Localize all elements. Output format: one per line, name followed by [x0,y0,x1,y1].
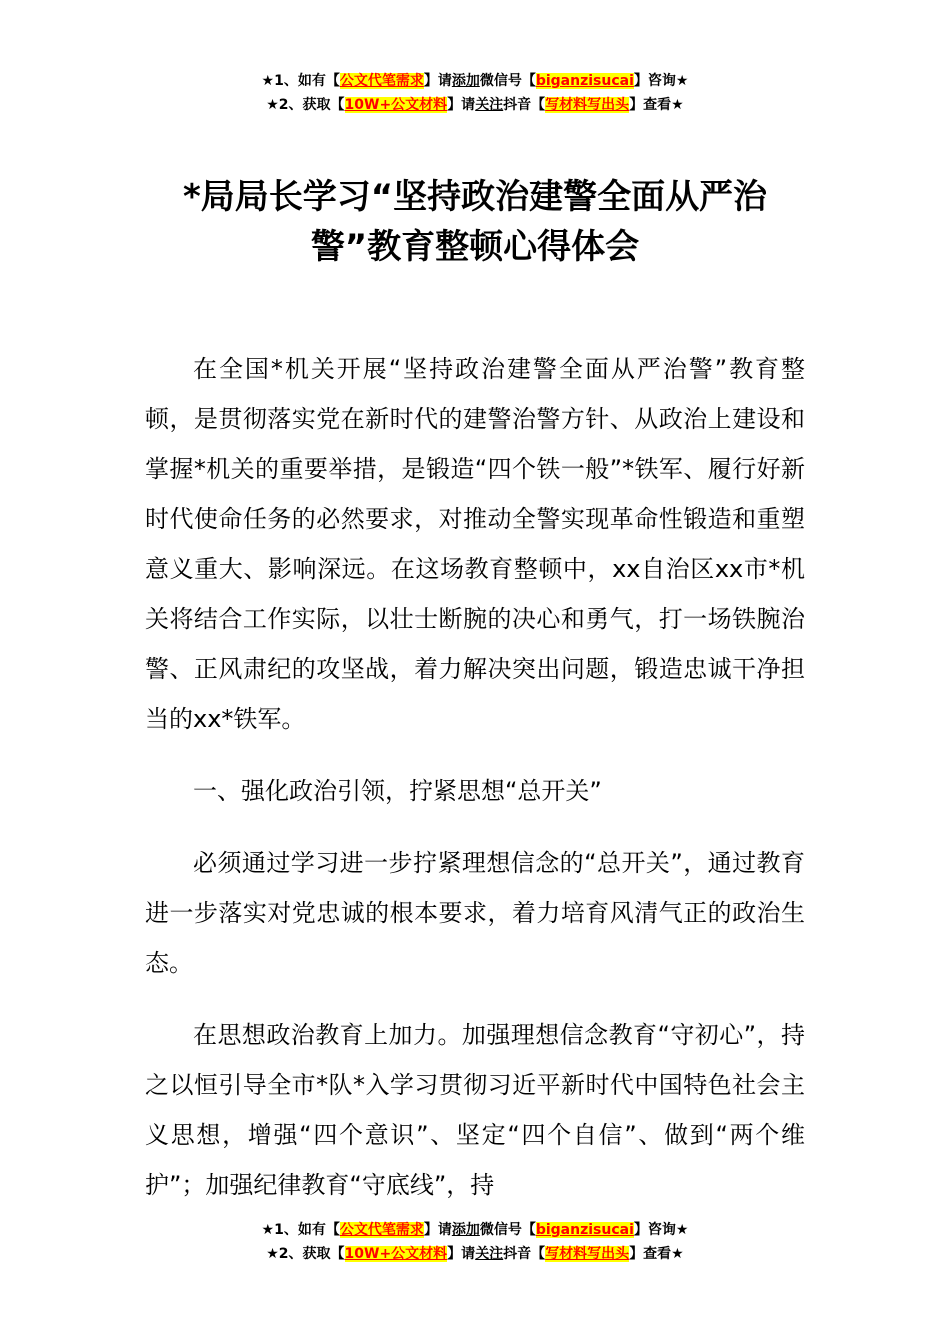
banner-highlight: 写材料写出头 [545,97,630,113]
banner-underlined-text: 关注 [475,97,504,113]
banner-text: ★2、获取【 [266,1246,345,1262]
section-heading: 一、强化政治引领，拧紧思想“总开关” [193,777,602,805]
banner-text: ★1、如有【 [261,73,340,89]
banner-highlight: 10W+公文材料 [344,97,448,113]
banner-line-1 [0,69,950,93]
banner-text: ★1、如有【 [261,1222,340,1238]
banner-highlight: 公文代笔需求 [339,73,424,89]
footer-banner [0,1218,950,1266]
banner-text: ★2、获取【 [266,97,345,113]
banner-text: 】请 [423,1222,452,1238]
banner-line-1 [0,1218,950,1242]
body-paragraph: 必须通过学习进一步拧紧理想信念的“总开关”，通过教育进一步落实对党忠诚的根本要求，着力培育风清气正的政治生态。 [145,849,805,977]
body-paragraph: 在思想政治教育上加力。加强理想信念教育“守初心”，持之以恒引导全市*队*入学习贯彻习近平新时代中国特色社会主义思想，增强“四个意识”、坚定“四个自信”、做到“两个维护”；加强纪律教育“守底线”，持 [145,1021,805,1199]
banner-text: 】查看★ [629,1246,684,1262]
banner-text: 】请 [447,1246,476,1262]
banner-highlight: 10W+公文材料 [344,1246,448,1262]
banner-text: 】咨询★ [633,73,689,89]
body-paragraph: 在全国*机关开展“坚持政治建警全面从严治警”教育整顿，是贯彻落实党在新时代的建警治警方针、从政治上建设和掌握*机关的重要举措，是锻造“四个铁一般”*铁军、履行好新时代使命任务的必然要求，对推动全警实现革命性锻造和重塑意义重大、影响深远。在这场教育整顿中，xx自治区xx市*机关将结合工作实际，以壮士断腕的决心和勇气，打一场铁腕治警、正风肃纪的攻坚战，着力解决突出问题，锻造忠诚干净担当的xx*铁军。 [145,355,805,733]
banner-text: 】请 [447,97,476,113]
document-title: *局局长学习“坚持政治建警全面从严治警”教育整顿心得体会 [182,177,768,267]
banner-line-2 [0,93,950,117]
banner-text: 】查看★ [629,97,684,113]
document-body [145,344,805,1210]
banner-highlight: 写材料写出头 [545,1246,630,1262]
banner-highlight: 公文代笔需求 [339,1222,424,1238]
banner-underlined-text: 关注 [475,1246,504,1262]
banner-underlined-text: 添加 [451,1222,480,1238]
banner-highlight: biganzisucai [535,73,634,89]
banner-text: 微信号【 [479,73,536,89]
banner-text: 抖音【 [503,1246,546,1262]
banner-text: 微信号【 [479,1222,536,1238]
banner-text: 】请 [423,73,452,89]
banner-text: 抖音【 [503,97,546,113]
banner-highlight: biganzisucai [535,1222,634,1238]
header-banner [0,69,950,117]
banner-line-2 [0,1242,950,1266]
banner-underlined-text: 添加 [451,73,480,89]
banner-text: 】咨询★ [633,1222,689,1238]
